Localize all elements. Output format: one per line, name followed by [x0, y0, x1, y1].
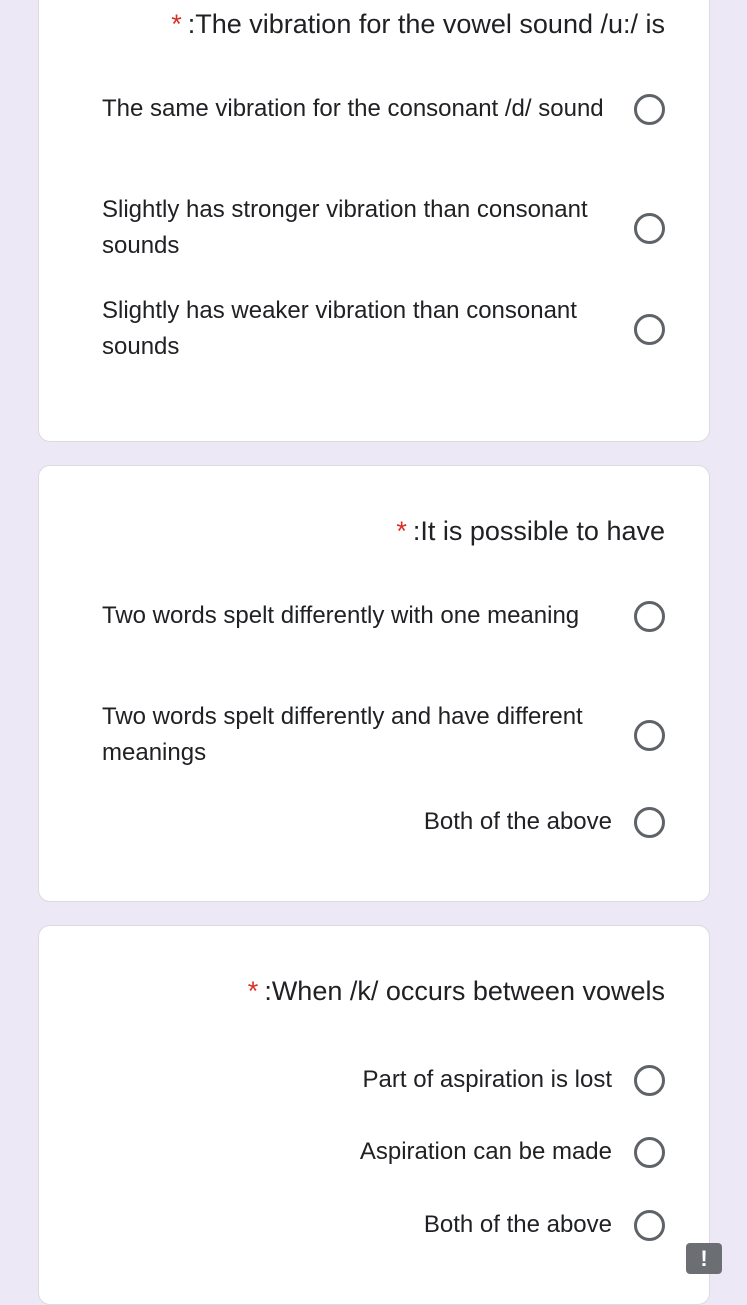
radio-option[interactable]: [424, 1207, 665, 1243]
radio-option[interactable]: [102, 192, 665, 264]
radio-button[interactable]: [634, 601, 665, 632]
radio-button[interactable]: [634, 807, 665, 838]
question-text: :It is possible to have: [412, 516, 665, 546]
question-text: :The vibration for the vowel sound /u:/ is: [187, 9, 665, 39]
report-icon-glyph: !: [700, 1246, 708, 1271]
option-label: The same vibration for the consonant /d/ sound: [102, 95, 604, 122]
question-title: [171, 7, 665, 41]
question-text: :When /k/ occurs between vowels: [264, 976, 665, 1006]
question-title: [396, 514, 665, 548]
question-card: [38, 0, 710, 442]
option-label: Two words spelt differently and have different meanings: [102, 703, 583, 766]
option-label: Slightly has stronger vibration than consonant sounds: [102, 196, 588, 259]
option-label: Both of the above: [423, 1211, 612, 1238]
option-label: Slightly has weaker vibration than consonant sounds: [102, 297, 577, 360]
radio-button[interactable]: [634, 1137, 665, 1168]
radio-button[interactable]: [634, 1210, 665, 1241]
option-label: Two words spelt differently with one meaning: [102, 602, 580, 629]
radio-option[interactable]: [102, 598, 665, 634]
radio-option[interactable]: [102, 699, 665, 771]
question-title: [248, 974, 665, 1008]
required-asterisk: *: [396, 516, 407, 546]
radio-option[interactable]: [102, 293, 665, 365]
radio-option[interactable]: [363, 1062, 665, 1098]
required-asterisk: *: [247, 976, 259, 1006]
radio-button[interactable]: [634, 720, 665, 751]
radio-button[interactable]: [634, 314, 665, 345]
radio-button[interactable]: [634, 94, 665, 125]
option-label: Aspiration can be made: [359, 1138, 612, 1165]
radio-button[interactable]: [634, 1065, 665, 1096]
question-card: [38, 925, 710, 1305]
required-asterisk: *: [171, 9, 182, 39]
option-label: Part of aspiration is lost: [362, 1066, 612, 1093]
option-label: Both of the above: [423, 808, 612, 835]
radio-option[interactable]: [102, 91, 665, 127]
radio-button[interactable]: [634, 213, 665, 244]
radio-option[interactable]: [360, 1134, 665, 1170]
question-card: [38, 465, 710, 902]
radio-option[interactable]: [424, 804, 665, 840]
report-icon[interactable]: [686, 1243, 722, 1274]
